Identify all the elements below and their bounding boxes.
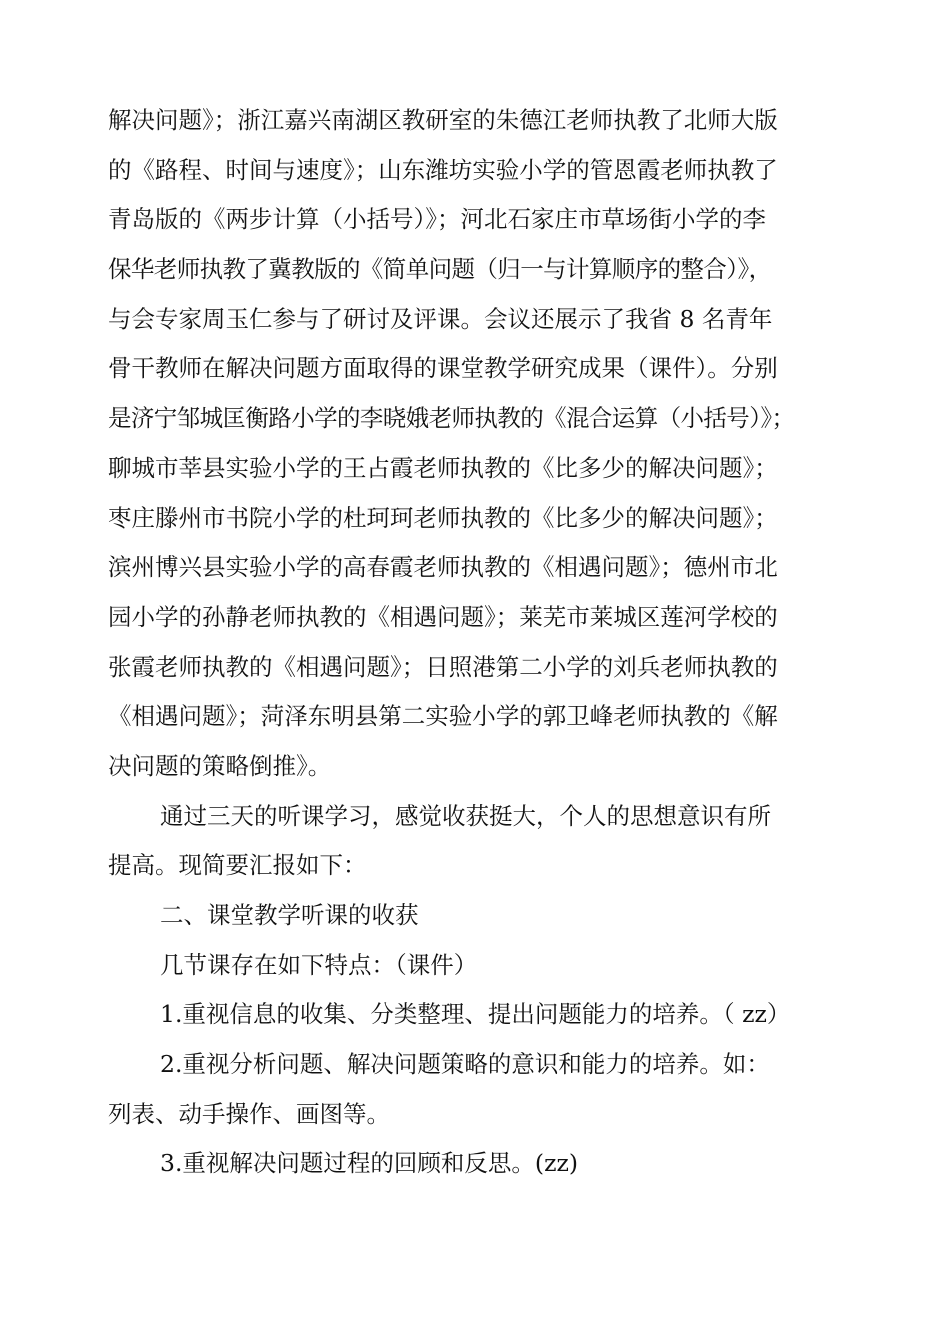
text-line: 提高。现简要汇报如下： (108, 851, 367, 880)
section-heading: 二、课堂教学听课的收获 (160, 901, 419, 929)
text-line: 是济宁邹城匡衡路小学的李晓娥老师执教的《混合运算（小括号）》； (108, 404, 795, 433)
text-line: 解决问题》；浙江嘉兴南湖区教研室的朱德江老师执教了北师大版 (108, 106, 778, 134)
text-line: 滨州博兴县实验小学的高春霞老师执教的《相遇问题》；德州市北 (108, 553, 778, 582)
text-line: 保华老师执教了冀教版的《简单问题（归一与计算顺序的整合）》， (108, 255, 772, 284)
text-line: 决问题的策略倒推》。 (108, 751, 332, 780)
text-line: 园小学的孙静老师执教的《相遇问题》；莱芜市莱城区莲河学校的 (108, 602, 778, 631)
text-line: 骨干教师在解决问题方面取得的课堂教学研究成果（课件）。分别 (108, 354, 778, 383)
text-line: 聊城市莘县实验小学的王占霞老师执教的《比多少的解决问题》； (108, 453, 778, 482)
text-line: 青岛版的《两步计算（小括号）》；河北石家庄市草场街小学的李 (108, 205, 766, 234)
text-line: 列表、动手操作、画图等。 (108, 1099, 390, 1128)
text-line: 枣庄滕州市书院小学的杜珂珂老师执教的《比多少的解决问题》； (108, 503, 778, 532)
document-body (108, 96, 868, 1189)
paragraph-first-line: 通过三天的听课学习，感觉收获挺大，个人的思想意识有所 (160, 801, 771, 830)
text-line: 《相遇问题》；菏泽东明县第二实验小学的郭卫峰老师执教的《解 (108, 702, 778, 731)
list-item: 1.重视信息的收集、分类整理、提出问题能力的培养。（ zz） (160, 1000, 791, 1029)
text-line: 的《路程、时间与速度》；山东潍坊实验小学的管恩霞老师执教了 (108, 155, 778, 184)
text-line: 张霞老师执教的《相遇问题》；日照港第二小学的刘兵老师执教的 (108, 652, 778, 681)
list-item: 2.重视分析问题、解决问题策略的意识和能力的培养。如： (160, 1050, 770, 1079)
text-line: 与会专家周玉仁参与了研讨及评课。会议还展示了我省 8 名青年 (108, 304, 773, 333)
paragraph-first-line: 几节课存在如下特点：（课件） (160, 950, 478, 979)
list-item: 3.重视解决问题过程的回顾和反思。(zz) (160, 1149, 579, 1178)
